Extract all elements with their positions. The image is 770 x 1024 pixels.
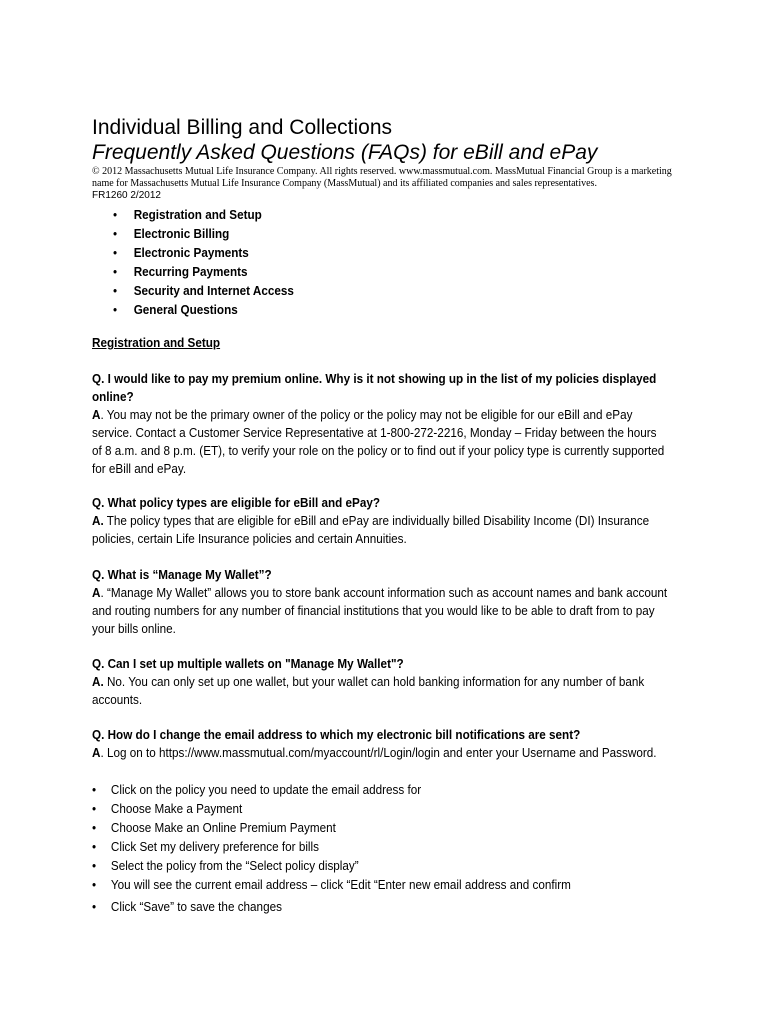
- answer-label: A: [92, 745, 101, 760]
- faq-question: Q. How do I change the email address to which my electronic bill notifications are sent?: [92, 727, 581, 742]
- faq-answer: [92, 584, 668, 638]
- answer-text: . “Manage My Wallet” allows you to store bank account information such as account names and bank account and routing numbers for any number of financial institutions that you would like to be able to draft from to pay your bills online.: [92, 585, 668, 636]
- answer-label: A.: [92, 674, 104, 689]
- form-code: FR1260 2/2012: [92, 190, 161, 201]
- faq-question: Q. What is “Manage My Wallet”?: [92, 567, 272, 582]
- bullet-icon: •: [92, 839, 97, 854]
- table-of-contents: [113, 205, 314, 319]
- faq-item: [92, 370, 668, 478]
- answer-label: A: [92, 407, 101, 422]
- toc-item-label: General Questions: [133, 302, 238, 317]
- faq-item: [92, 655, 668, 709]
- step-text: Select the policy from the “Select policy display”: [110, 858, 359, 873]
- email-change-steps: [92, 780, 624, 916]
- step-item: [92, 897, 571, 916]
- toc-item-label: Registration and Setup: [133, 207, 262, 222]
- faq-answer: [92, 673, 668, 709]
- faq-question: Q. I would like to pay my premium online. Why is it not showing up in the list of my policies displayed online?: [92, 371, 657, 404]
- bullet-icon: •: [113, 264, 118, 279]
- toc-item-general-questions: [113, 300, 294, 319]
- toc-item-electronic-payments: [113, 243, 294, 262]
- step-text: Choose Make a Payment: [110, 801, 243, 816]
- faq-answer: [92, 512, 668, 548]
- answer-label: A: [92, 585, 101, 600]
- bullet-icon: •: [92, 820, 97, 835]
- bullet-icon: •: [92, 899, 97, 914]
- bullet-icon: •: [113, 226, 118, 241]
- step-text: Click Set my delivery preference for bills: [110, 839, 319, 854]
- faq-answer: [92, 406, 668, 478]
- faq-item: [92, 566, 668, 638]
- step-text: Click “Save” to save the changes: [110, 899, 282, 914]
- bullet-icon: •: [92, 858, 97, 873]
- step-item: [92, 799, 571, 818]
- toc-item-registration: [113, 205, 294, 224]
- faq-item: [92, 726, 668, 762]
- document-title: Individual Billing and Collections: [92, 116, 393, 139]
- answer-text: . You may not be the primary owner of the policy or the policy may not be eligible for our eBill and ePay service. Contact a Customer Service Representative at 1-800-272-2216, Monday – Friday between the hours of 8 a.m. and 8 p.m. (ET), to verify your role on the policy or to find out if your policy type is currently supported for eBill and ePay.: [92, 407, 665, 476]
- step-text: You will see the current email address – click “Edit “Enter new email address and confirm: [110, 877, 571, 892]
- answer-text: No. You can only set up one wallet, but your wallet can hold banking information for any number of bank accounts.: [92, 674, 645, 707]
- faq-question: Q. What policy types are eligible for eBill and ePay?: [92, 495, 381, 510]
- toc-item-security: [113, 281, 294, 300]
- bullet-icon: •: [92, 801, 97, 816]
- step-item: [92, 837, 571, 856]
- bullet-icon: •: [113, 283, 118, 298]
- bullet-icon: •: [113, 207, 118, 222]
- bullet-icon: •: [113, 245, 118, 260]
- answer-label: A.: [92, 513, 104, 528]
- bullet-icon: •: [92, 782, 97, 797]
- toc-item-label: Electronic Billing: [133, 226, 230, 241]
- step-text: Click on the policy you need to update the email address for: [110, 782, 422, 797]
- toc-item-electronic-billing: [113, 224, 294, 243]
- step-item: [92, 780, 571, 799]
- step-text: Choose Make an Online Premium Payment: [110, 820, 336, 835]
- toc-item-label: Security and Internet Access: [133, 283, 294, 298]
- faq-question: Q. Can I set up multiple wallets on "Manage My Wallet"?: [92, 656, 404, 671]
- bullet-icon: •: [92, 877, 97, 892]
- step-item: [92, 818, 571, 837]
- copyright-notice: © 2012 Massachusetts Mutual Life Insurance Company. All rights reserved. www.massmutual.com. MassMutual Financial Group is a marketing name for Massachusetts Mutual Life Insurance Company (MassMutual) and its affiliated companies and sales representatives.: [92, 166, 672, 189]
- answer-text: . Log on to https://www.massmutual.com/myaccount/rl/Login/login and enter your Username and Password.: [100, 745, 657, 760]
- answer-text: The policy types that are eligible for eBill and ePay are individually billed Disability Income (DI) Insurance policies, certain Life Insurance policies and certain Annuities.: [92, 513, 650, 546]
- document-subtitle: Frequently Asked Questions (FAQs) for eBill and ePay: [92, 141, 598, 164]
- section-heading: Registration and Setup: [92, 335, 221, 350]
- toc-item-recurring-payments: [113, 262, 294, 281]
- step-item: [92, 856, 571, 875]
- faq-item: [92, 494, 668, 548]
- toc-item-label: Electronic Payments: [133, 245, 249, 260]
- toc-item-label: Recurring Payments: [133, 264, 248, 279]
- faq-answer: [92, 744, 668, 762]
- bullet-icon: •: [113, 302, 118, 317]
- step-item: [92, 875, 571, 894]
